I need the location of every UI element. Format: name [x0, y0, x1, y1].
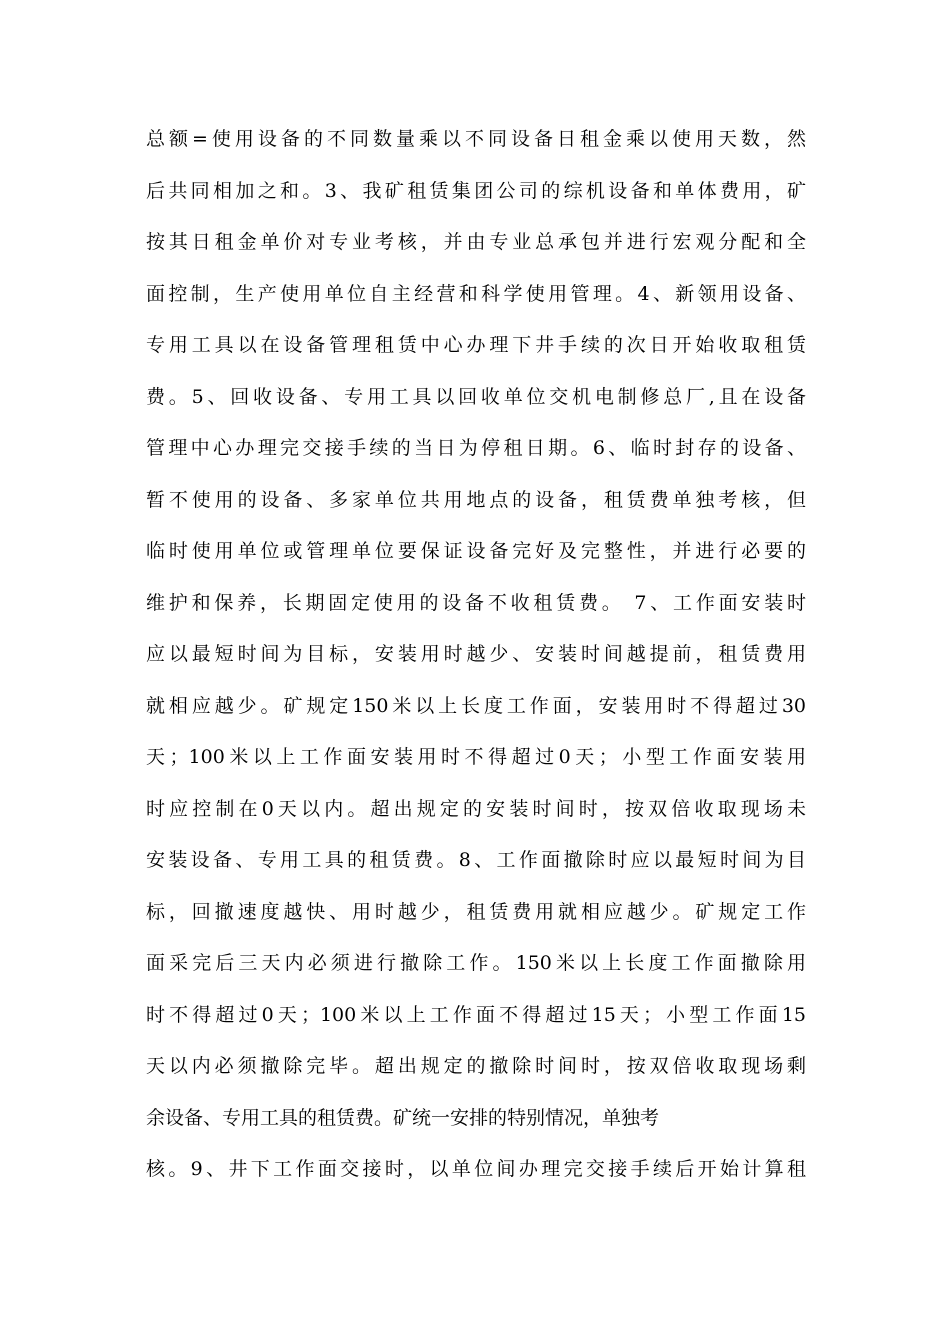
- text-line: 按其日租金单价对专业考核，并由专业总承包并进行宏观分配和全: [146, 231, 806, 253]
- text-line: 费。5、回收设备、专用工具以回收单位交机电制修总厂,且在设备: [146, 385, 806, 408]
- text-line: 专用工具以在设备管理租赁中心办理下井手续的次日开始收取租赁: [146, 334, 806, 356]
- text-line: 就相应越少。矿规定150米以上长度工作面，安装用时不得超过30: [146, 694, 806, 717]
- text-line: 时应控制在0天以内。超出规定的安装时间时，按双倍收取现场未: [146, 797, 806, 820]
- text-line: 面控制，生产使用单位自主经营和科学使用管理。4、新领用设备、: [146, 282, 806, 305]
- text-line: 应以最短时间为目标，安装用时越少、安装时间越提前，租赁费用: [146, 643, 806, 665]
- text-line: 临时使用单位或管理单位要保证设备完好及完整性，并进行必要的: [146, 540, 806, 562]
- text-line: 管理中心办理完交接手续的当日为停租日期。6、临时封存的设备、: [146, 437, 806, 459]
- text-line: 后共同相加之和。3、我矿租赁集团公司的综机设备和单体费用，矿: [146, 179, 806, 202]
- text-line: 总额=使用设备的不同数量乘以不同设备日租金乘以使用天数，然: [146, 128, 806, 150]
- text-line: 面采完后三天内必须进行撤除工作。150米以上长度工作面撤除用: [146, 952, 806, 974]
- text-line: 天；100米以上工作面安装用时不得超过0天；小型工作面安装用: [146, 746, 806, 768]
- text-line: 余设备、专用工具的租赁费。矿统一安排的特别情况，单独考: [146, 1106, 660, 1129]
- text-line: 核。9、井下工作面交接时，以单位间办理完交接手续后开始计算租: [146, 1158, 806, 1180]
- text-line: 时不得超过0天；100米以上工作面不得超过15天；小型工作面15: [146, 1003, 806, 1026]
- body-text: [146, 118, 806, 1200]
- text-line: 暂不使用的设备、多家单位共用地点的设备，租赁费单独考核，但: [146, 488, 806, 511]
- text-line: 标，回撤速度越快、用时越少，租赁费用就相应越少。矿规定工作: [146, 900, 806, 923]
- text-line: 天以内必须撤除完毕。超出规定的撤除时间时，按双倍收取现场剩: [146, 1055, 806, 1077]
- text-line: 维护和保养，长期固定使用的设备不收租赁费。 7、工作面安装时: [146, 591, 806, 614]
- text-line: 安装设备、专用工具的租赁费。8、工作面撤除时应以最短时间为目: [146, 849, 806, 871]
